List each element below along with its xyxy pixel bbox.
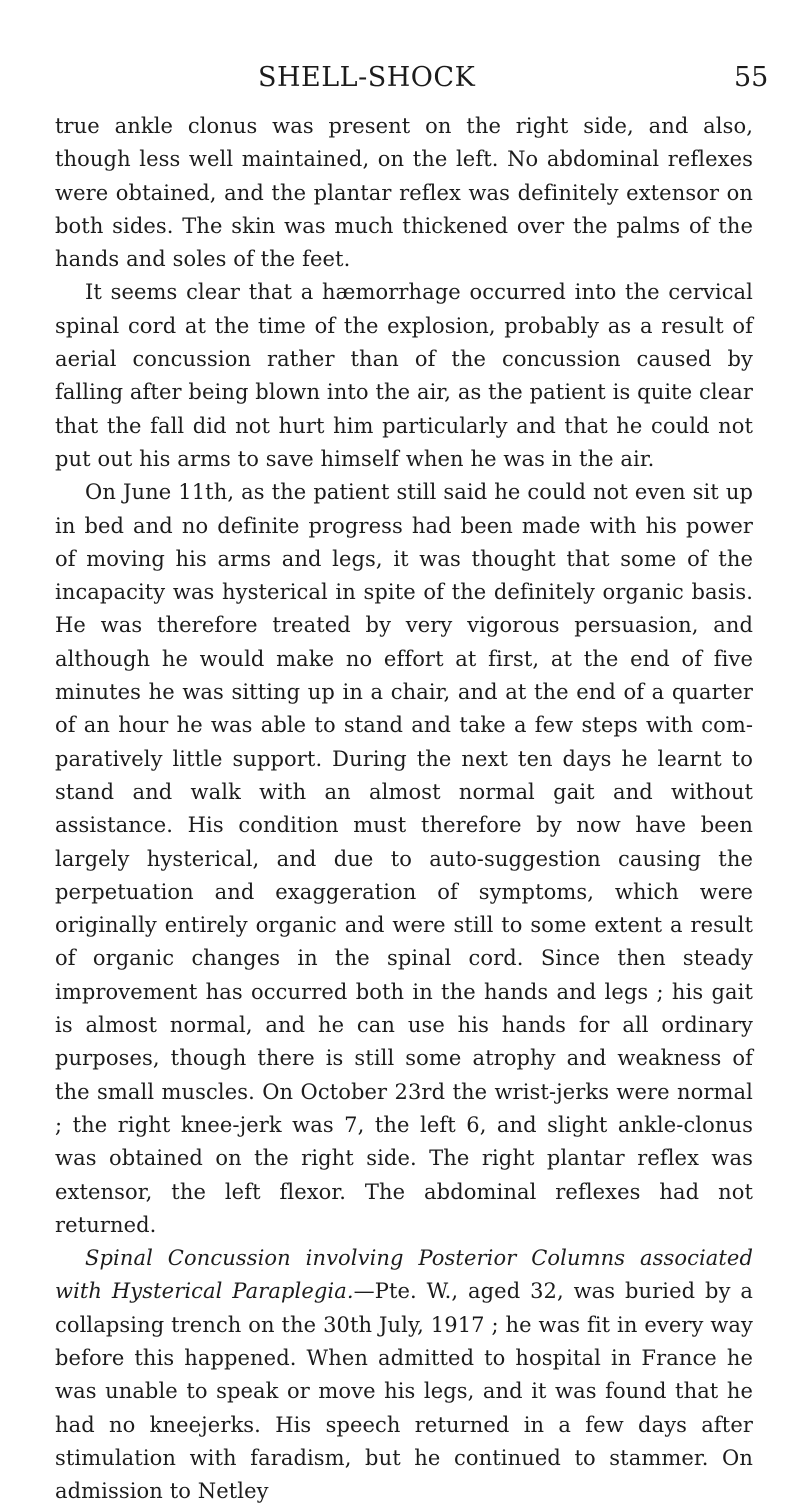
section-heading-italic: Spinal Concussion involving Posterior Columns associated with Hysterical Paraplegia. — [55, 1246, 753, 1304]
body-text — [55, 110, 753, 1508]
paragraph-continued: true ankle clonus was present on the right side, and also, though less well maintained, on the left. No abdominal reflexes were obtained, and the plantar reflex was definitely extensor on both sides. The skin was much thickened over the palms of the hands and soles of the feet. — [55, 114, 753, 272]
paragraph-spinal-concussion-text: —Pte. W., aged 32, was buried by a collapsing trench on the 30th July, 1917 ; he was fit in every way before this happened. When admitted to hospital in France he was unable to speak or move his legs, and it was found that he had no kneejerks. His speech returned in a few days after stimulation with faradism, but he continued to stammer. On admission to Netley — [55, 1279, 753, 1504]
page-number: 55 — [734, 62, 769, 93]
paragraph-spinal-concussion — [55, 1242, 753, 1508]
paragraph-haemorrhage: It seems clear that a hæmorrhage occurred into the cervical spinal cord at the time of the explosion, probably as a result of aerial concussion rather than of the concussion caused by falling after being blown into the air, as the patient is quite clear that the fall did not hurt him particularly and that he could not put out his arms to save himself when he was in the air. — [55, 280, 753, 471]
running-head: SHELL-SHOCK — [258, 62, 476, 93]
paragraph-june-11th: On June 11th, as the patient still said he could not even sit up in bed and no definite progress had been made with his power of moving his arms and legs, it was thought that some of the incapacity was hysterical in spite of the definitely organic basis. He was therefore treated by very vigorous persuasion, and although he would make no effort at first, at the end of five minutes he was sitting up in a chair, and at the end of a quarter of an hour he was able to stand and take a few steps with comparatively little support. During the next ten days he learnt to stand and walk with an almost normal gait and without assistance. His condition must therefore by now have been largely hysterical, and due to auto-suggestion causing the perpetuation and exaggeration of symptoms, which were originally entirely organic and were still to some extent a result of organic changes in the spinal cord. Since then steady improvement has occurred both in the hands and legs ; his gait is almost normal, and he can use his hands for all ordinary purposes, though there is still some atrophy and weakness of the small muscles. On October 23rd the wrist-jerks were normal ; the right knee-jerk was 7, the left 6, and slight ankle-clonus was obtained on the right side. The right plantar reflex was extensor, the left flexor. The abdominal reflexes had not returned. — [55, 480, 753, 1237]
